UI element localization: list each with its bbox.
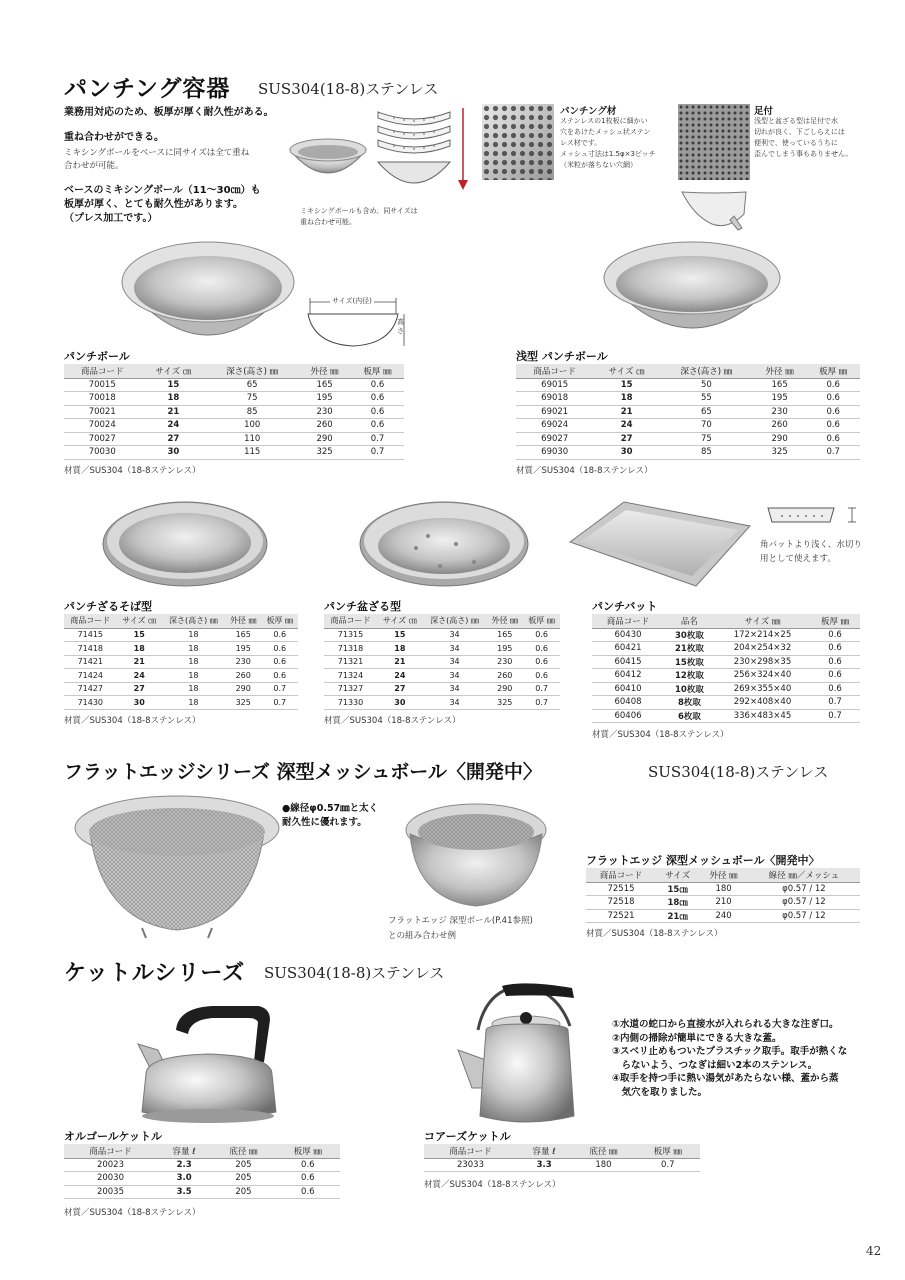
table-row: 23033 3.3 180 0.7 bbox=[424, 1158, 700, 1172]
soba-title: パンチざるそば型 bbox=[64, 600, 152, 613]
shallow-bowl-title: 浅型 パンチボール bbox=[516, 350, 608, 363]
table-row: 71315 15 34 165 0.6 bbox=[324, 628, 560, 642]
shallow-bowl-table: 商品コード サイズ ㎝ 深さ(高さ) ㎜ 外径 ㎜ 板厚 ㎜ 69015 15 50 165 0.6 69018 18 55 195 0.6 69021 21 65 230 0.6 69024 24 70 260 0.6 69027 27 75 290 0.6 69030 30 85 325 0.7 bbox=[516, 364, 860, 460]
table-row: 69030 30 85 325 0.7 bbox=[516, 446, 860, 460]
table-row: 71321 21 34 230 0.6 bbox=[324, 655, 560, 669]
vat-note: 角バットより浅く、水切り 用として使えます。 bbox=[760, 540, 862, 564]
vat-title: パンチバット bbox=[592, 600, 658, 613]
bonzaru-image bbox=[356, 496, 532, 588]
page-number: 42 bbox=[866, 1244, 882, 1258]
soba-tray-image bbox=[100, 496, 270, 588]
table-row: 60410 10枚取 269×355×40 0.6 bbox=[592, 682, 860, 696]
table-row: 71327 27 34 290 0.7 bbox=[324, 682, 560, 696]
table-row: 71418 18 18 195 0.6 bbox=[64, 642, 298, 656]
feature-durable: 業務用対応のため、板厚が厚く耐久性がある。 bbox=[64, 107, 274, 118]
mesh-title: パンチング材 bbox=[560, 106, 617, 117]
material-note: 材質／SUS304（18-8ステンレス） bbox=[424, 1180, 561, 1190]
stack-arrow-icon bbox=[456, 108, 470, 192]
col-depth: 深さ(高さ) ㎜ bbox=[206, 364, 298, 378]
table-row: 70030 30 115 325 0.7 bbox=[64, 446, 404, 460]
table-row: 60421 21枚取 204×254×32 0.6 bbox=[592, 642, 860, 656]
coars-title: コアーズケットル bbox=[424, 1130, 511, 1143]
kettle-features: ①水道の蛇口から直接水が入れられる大きな注ぎ口。 ②内側の掃除が簡単にできる大きな蓋。 ③スベリ止めもついたプラスチック取手。取手が熱くな らないよう、つなぎは細い2本のステンレス。 ④取手を持つ手に熱い湯気があたらない様、蓋から蒸 気穴を取りました。 bbox=[612, 1019, 848, 1098]
feature-base-bowl: ベースのミキシングボール（11～30㎝）も 板厚が厚く、とても耐久性があります。 （プレス加工です。） bbox=[64, 185, 261, 224]
shallow-punch-bowl-image bbox=[600, 238, 784, 352]
foot-image bbox=[678, 104, 750, 232]
material-note: 材質／SUS304（18-8ステンレス） bbox=[592, 730, 729, 740]
section-title-flat-edge: フラットエッジシリーズ 深型メッシュボール〈開発中〉 bbox=[64, 761, 542, 783]
coars-table: 商品コード 容量 ℓ 底径 ㎜ 板厚 ㎜ 23033 3.3 180 0.7 bbox=[424, 1144, 700, 1172]
vat-profile-diagram bbox=[764, 500, 864, 528]
material-note: 材質／SUS304（18-8ステンレス） bbox=[64, 716, 201, 726]
mesh-bowl-feature: ●線径φ0.57㎜と太く 耐久性に優れます。 bbox=[282, 803, 379, 828]
table-row: 60430 30枚取 172×214×25 0.6 bbox=[592, 628, 860, 642]
table-row: 70027 27 110 290 0.7 bbox=[64, 432, 404, 446]
orgel-table: 商品コード 容量 ℓ 底径 ㎜ 板厚 ㎜ 20023 2.3 205 0.6 20030 3.0 205 0.6 20035 3.5 205 0.6 bbox=[64, 1144, 340, 1199]
mesh-bowl-table: 商品コード サイズ 外径 ㎜ 線径 ㎜／メッシュ 72515 15㎝ 180 φ0.57 / 12 72518 18㎝ 210 φ0.57 / 12 72521 21㎝ 240 φ0.57 / 12 bbox=[586, 868, 860, 923]
section-material-kettle: SUS304(18-8)ステンレス bbox=[264, 964, 445, 982]
material-note: 材質／SUS304（18-8ステンレス） bbox=[64, 1208, 201, 1218]
col-outer: 外径 ㎜ bbox=[298, 364, 351, 378]
table-row: 71415 15 18 165 0.6 bbox=[64, 628, 298, 642]
material-note: 材質／SUS304（18-8ステンレス） bbox=[586, 929, 723, 939]
col-thickness: 板厚 ㎜ bbox=[351, 364, 404, 378]
table-row: 71421 21 18 230 0.6 bbox=[64, 655, 298, 669]
table-row: 20030 3.0 205 0.6 bbox=[64, 1172, 340, 1186]
vat-table: 商品コード 品名 サイズ ㎜ 板厚 ㎜ 60430 30枚取 172×214×25 0.6 60421 21枚取 204×254×32 0.6 60415 15枚取 230×298×35 0.6 60412 12枚取 256×324×40 0.6 60410 10枚取 269×355×40 0.6 60408 8枚取 292×408×40 0.7 60406 6枚取 336×483×45 0.7 bbox=[592, 614, 860, 723]
table-row: 70021 21 85 230 0.6 bbox=[64, 405, 404, 419]
punch-vat-image bbox=[566, 496, 752, 590]
height-label: 高さ bbox=[397, 318, 404, 335]
bonzaru-title: パンチ盆ざる型 bbox=[324, 600, 401, 613]
punch-bowl-image bbox=[118, 238, 298, 356]
mesh-bowl-image bbox=[72, 792, 282, 942]
punching-mesh-image bbox=[482, 104, 554, 180]
bonzaru-table: 商品コード サイズ ㎝ 深さ(高さ) ㎜ 外径 ㎜ 板厚 ㎜ 71315 15 34 165 0.6 71318 18 34 195 0.6 71321 21 34 230 0.6 71324 24 34 260 0.6 71327 27 34 290 0.7 71330 30 34 325 0.7 bbox=[324, 614, 560, 710]
table-row: 72521 21㎝ 240 φ0.57 / 12 bbox=[586, 909, 860, 923]
table-row: 70015 15 65 165 0.6 bbox=[64, 378, 404, 392]
combo-bowl-image bbox=[404, 800, 548, 910]
table-row: 71318 18 34 195 0.6 bbox=[324, 642, 560, 656]
foot-title: 足付 bbox=[754, 106, 774, 117]
material-note: 材質／SUS304（18-8ステンレス） bbox=[64, 466, 201, 476]
section-material-flat-edge: SUS304(18-8)ステンレス bbox=[648, 763, 829, 781]
punch-bowl-table bbox=[64, 364, 404, 460]
stacking-diagram bbox=[374, 104, 454, 202]
section-material-punching: SUS304(18-8)ステンレス bbox=[258, 80, 439, 98]
table-row: 69027 27 75 290 0.6 bbox=[516, 432, 860, 446]
section-title-punching: パンチング容器 bbox=[64, 75, 231, 102]
col-code: 商品コード bbox=[64, 364, 140, 378]
table-row: 69021 21 65 230 0.6 bbox=[516, 405, 860, 419]
table-row: 69018 18 55 195 0.6 bbox=[516, 392, 860, 406]
table-row: 20023 2.3 205 0.6 bbox=[64, 1158, 340, 1172]
size-label: サイズ(内径) bbox=[332, 297, 372, 305]
material-note: 材質／SUS304（18-8ステンレス） bbox=[516, 466, 653, 476]
table-row: 71324 24 34 260 0.6 bbox=[324, 669, 560, 683]
material-note: 材質／SUS304（18-8ステンレス） bbox=[324, 716, 461, 726]
table-row: 72518 18㎝ 210 φ0.57 / 12 bbox=[586, 896, 860, 910]
table-row: 69015 15 50 165 0.6 bbox=[516, 378, 860, 392]
table-row: 60406 6枚取 336×483×45 0.7 bbox=[592, 709, 860, 723]
table-row: 60408 8枚取 292×408×40 0.7 bbox=[592, 696, 860, 710]
mixing-bowl-image bbox=[286, 134, 370, 190]
soba-table: 商品コード サイズ ㎝ 深さ(高さ) ㎜ 外径 ㎜ 板厚 ㎜ 71415 15 18 165 0.6 71418 18 18 195 0.6 71421 21 18 230 0.6 71424 24 18 260 0.6 71427 27 18 290 0.7 71430 30 18 325 0.7 bbox=[64, 614, 298, 710]
table-row: 71427 27 18 290 0.7 bbox=[64, 682, 298, 696]
col-size: サイズ ㎝ bbox=[140, 364, 206, 378]
table-row: 60415 15枚取 230×298×35 0.6 bbox=[592, 655, 860, 669]
coars-kettle-image bbox=[456, 980, 592, 1128]
punch-bowl-title: パンチボール bbox=[64, 350, 130, 363]
table-row: 71424 24 18 260 0.6 bbox=[64, 669, 298, 683]
table-row: 72515 15㎝ 180 φ0.57 / 12 bbox=[586, 882, 860, 896]
feature-stackable-head: 重ね合わせができる。 bbox=[64, 132, 164, 143]
table-row: 60412 12枚取 256×324×40 0.6 bbox=[592, 669, 860, 683]
mesh-bowl-title: フラットエッジ 深型メッシュボール〈開発中〉 bbox=[586, 854, 820, 867]
foot-description: 浅型と盆ざる型は足付で水 切れが良く、下ごしらえには 便利で、使っているうちに 歪んでしまう事もありません。 bbox=[754, 117, 853, 158]
feature-stackable-body: ミキシングボールをベースに同サイズは全て重ね 合わせが可能。 bbox=[64, 148, 250, 171]
section-title-kettle: ケットルシリーズ bbox=[64, 960, 246, 986]
table-row: 70018 18 75 195 0.6 bbox=[64, 392, 404, 406]
combo-note: フラットエッジ 深型ボール(P.41参照) との組み合わせ例 bbox=[388, 916, 533, 941]
table-row: 70024 24 100 260 0.6 bbox=[64, 419, 404, 433]
table-row: 71430 30 18 325 0.7 bbox=[64, 696, 298, 710]
table-row: 20035 3.5 205 0.6 bbox=[64, 1185, 340, 1199]
table-row: 71330 30 34 325 0.7 bbox=[324, 696, 560, 710]
orgel-kettle-image bbox=[132, 1000, 282, 1124]
stack-note: ミキシングボールも含め、同サイズは 重ね合わせ可能。 bbox=[300, 207, 418, 226]
orgel-title: オルゴールケットル bbox=[64, 1130, 163, 1143]
mesh-description: ステンレスの1枚板に細かい 穴をあけたメッシュ状ステン レス材です。 メッシュ寸法は1.5φ×3ピッチ （米粒が落ちない穴網） bbox=[560, 117, 656, 169]
table-row: 69024 24 70 260 0.6 bbox=[516, 419, 860, 433]
